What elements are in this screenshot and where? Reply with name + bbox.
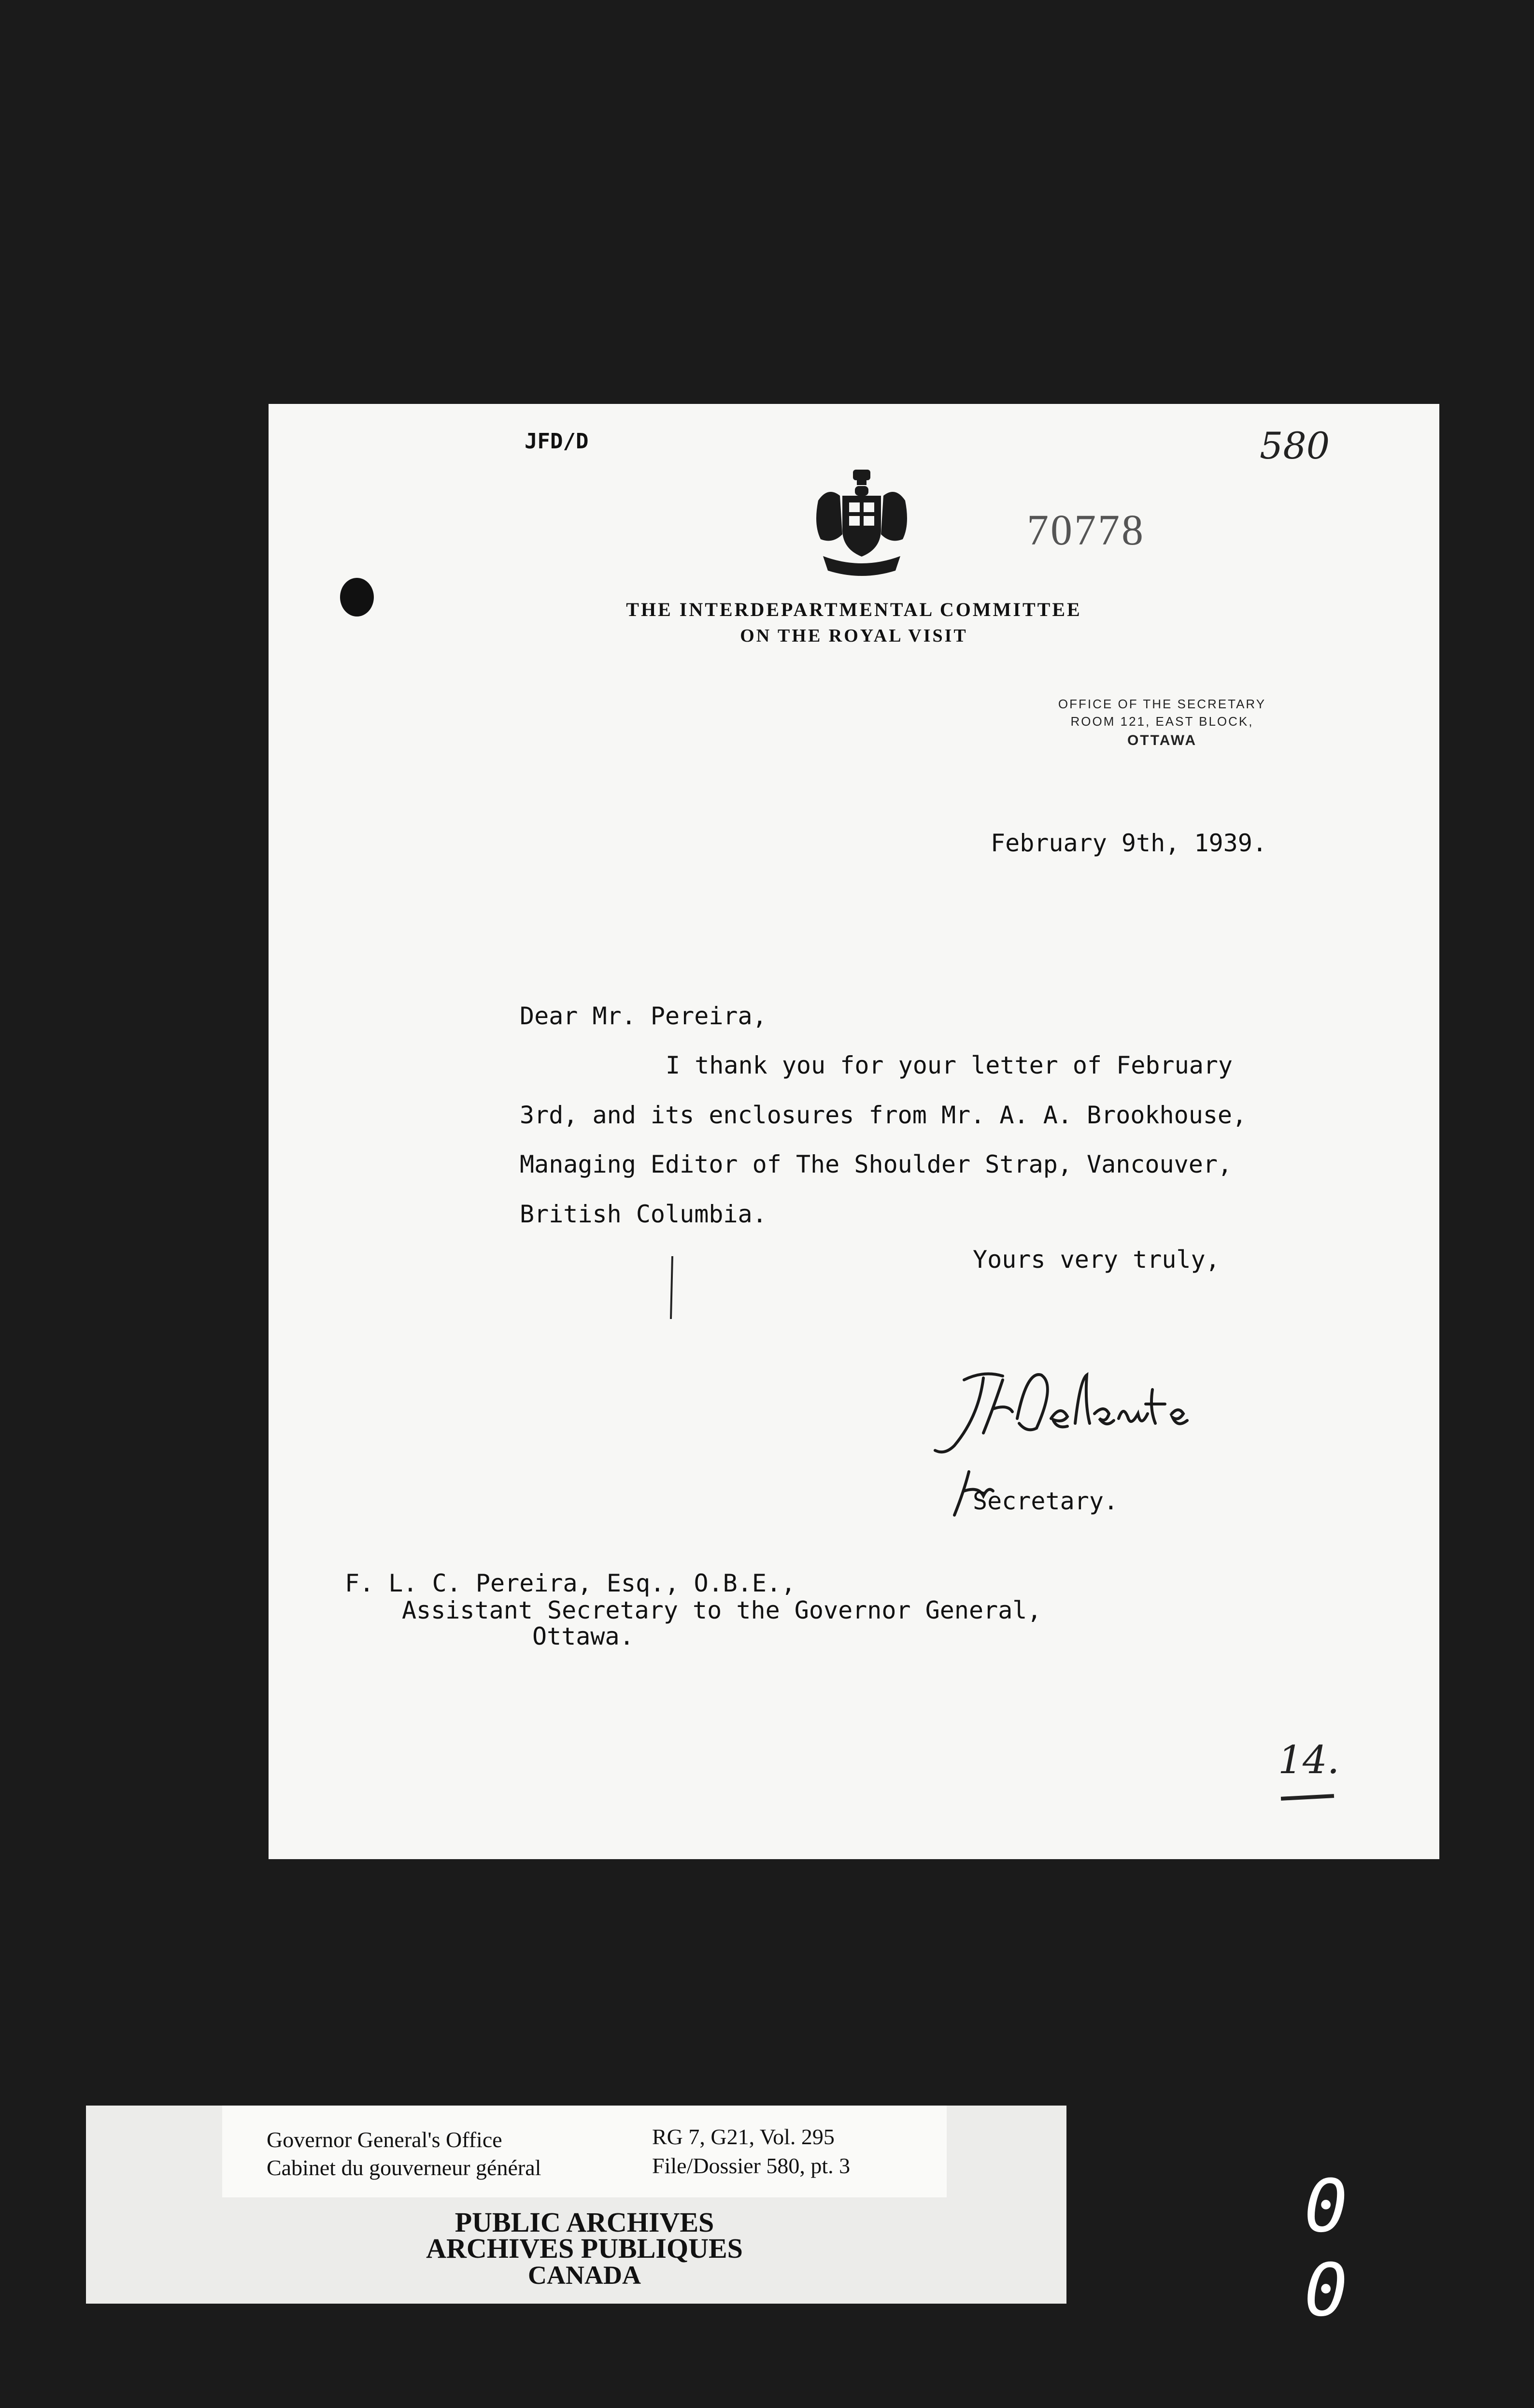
office-line-1: OFFICE OF THE SECRETARY: [1058, 697, 1266, 711]
body-line: Managing Editor of The Shoulder Strap, Vancouver,: [520, 1150, 1233, 1178]
archive-reference: RG 7, G21, Vol. 295: [652, 2124, 835, 2149]
body-line: 3rd, and its enclosures from Mr. A. A. Brookhouse,: [520, 1101, 1247, 1129]
letter-date: February 9th, 1939.: [991, 829, 1267, 857]
handwritten-folio: 14.: [1278, 1737, 1340, 1782]
coat-of-arms-icon: [809, 467, 915, 583]
recipient-name: F. L. C. Pereira, Esq., O.B.E.,: [345, 1569, 796, 1597]
recipient-city: Ottawa.: [532, 1622, 634, 1650]
pen-mark: [669, 1256, 674, 1319]
letterhead-subtitle: ON THE ROYAL VISIT: [740, 626, 968, 646]
body-line: British Columbia.: [520, 1200, 767, 1228]
office-line-3: OTTAWA: [1127, 732, 1197, 748]
frame-numbers: 0 0: [1304, 2164, 1406, 2333]
recipient-title: Assistant Secretary to the Governor General,: [402, 1596, 1042, 1624]
registry-number: 70778: [1027, 506, 1145, 554]
archives-stamp-line-3: CANADA: [528, 2261, 641, 2290]
archives-stamp-line-2: ARCHIVES PUBLIQUES: [426, 2233, 743, 2264]
handwritten-file-number: 580: [1260, 424, 1330, 467]
closing: Yours very truly,: [973, 1246, 1220, 1274]
archives-stamp-line-1: PUBLIC ARCHIVES: [455, 2207, 714, 2238]
body-line: I thank you for your letter of February: [666, 1051, 1233, 1079]
office-name-fr: Cabinet du gouverneur général: [267, 2155, 541, 2180]
reference-code: JFD/D: [525, 429, 589, 454]
office-name-en: Governor General's Office: [267, 2127, 502, 2152]
letterhead-title: THE INTERDEPARTMENTAL COMMITTEE: [626, 599, 1082, 620]
letter-page: [269, 404, 1439, 1859]
file-reference: File/Dossier 580, pt. 3: [652, 2153, 851, 2178]
salutation: Dear Mr. Pereira,: [520, 1002, 767, 1030]
office-line-2: ROOM 121, EAST BLOCK,: [1070, 714, 1254, 729]
folio-underline: [1281, 1794, 1334, 1801]
signature-title: Secretary.: [973, 1487, 1119, 1515]
